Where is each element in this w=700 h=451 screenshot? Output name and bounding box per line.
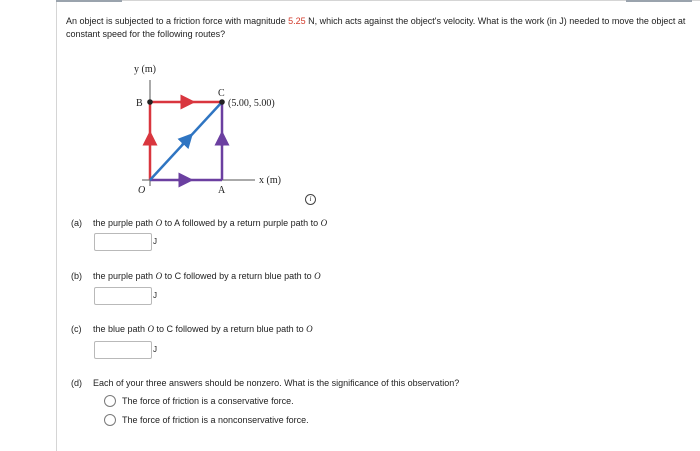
x-axis-label: x (m): [259, 175, 281, 186]
point-b-dot: [147, 99, 153, 105]
part-a-answer-input[interactable]: [94, 233, 152, 251]
force-value: 5.25: [288, 16, 306, 26]
part-c-answer-input[interactable]: [94, 341, 152, 359]
point-b-label: B: [136, 98, 143, 109]
part-a-unit: J: [153, 237, 157, 246]
point-o-label: O: [138, 185, 146, 196]
point-c-label: C: [218, 88, 225, 99]
part-b-unit: J: [153, 291, 157, 300]
radio-button[interactable]: [104, 414, 116, 426]
point-c-coords: (5.00, 5.00): [228, 98, 275, 109]
part-b-answer-input[interactable]: [94, 287, 152, 305]
point-c-dot: [219, 99, 225, 105]
path-figure: [120, 60, 310, 200]
question-text: An object is subjected to a friction force with magnitude 5.25 N, which acts against the object's velocity. What is the work (in J) needed to move the object at constant speed for the following routes?: [66, 16, 686, 39]
part-d-prompt: (d) Each of your three answers should be nonzero. What is the significance of this observation?: [71, 378, 460, 388]
point-a-label: A: [218, 185, 226, 196]
part-a-prompt: (a) the purple path O to A followed by a return purple path to O: [71, 218, 328, 228]
part-b-prompt: (b) the purple path O to C followed by a return blue path to O: [71, 271, 321, 281]
part-c-unit: J: [153, 345, 157, 354]
info-icon[interactable]: i: [305, 194, 316, 205]
top-divider-right: [626, 0, 692, 2]
option-nonconservative[interactable]: The force of friction is a nonconservative force.: [104, 413, 309, 427]
top-divider-left: [56, 0, 122, 2]
option-conservative[interactable]: The force of friction is a conservative force.: [104, 394, 294, 408]
part-c-prompt: (c) the blue path O to C followed by a return blue path to O: [71, 324, 313, 334]
y-axis-label: y (m): [134, 64, 156, 75]
radio-button[interactable]: [104, 395, 116, 407]
